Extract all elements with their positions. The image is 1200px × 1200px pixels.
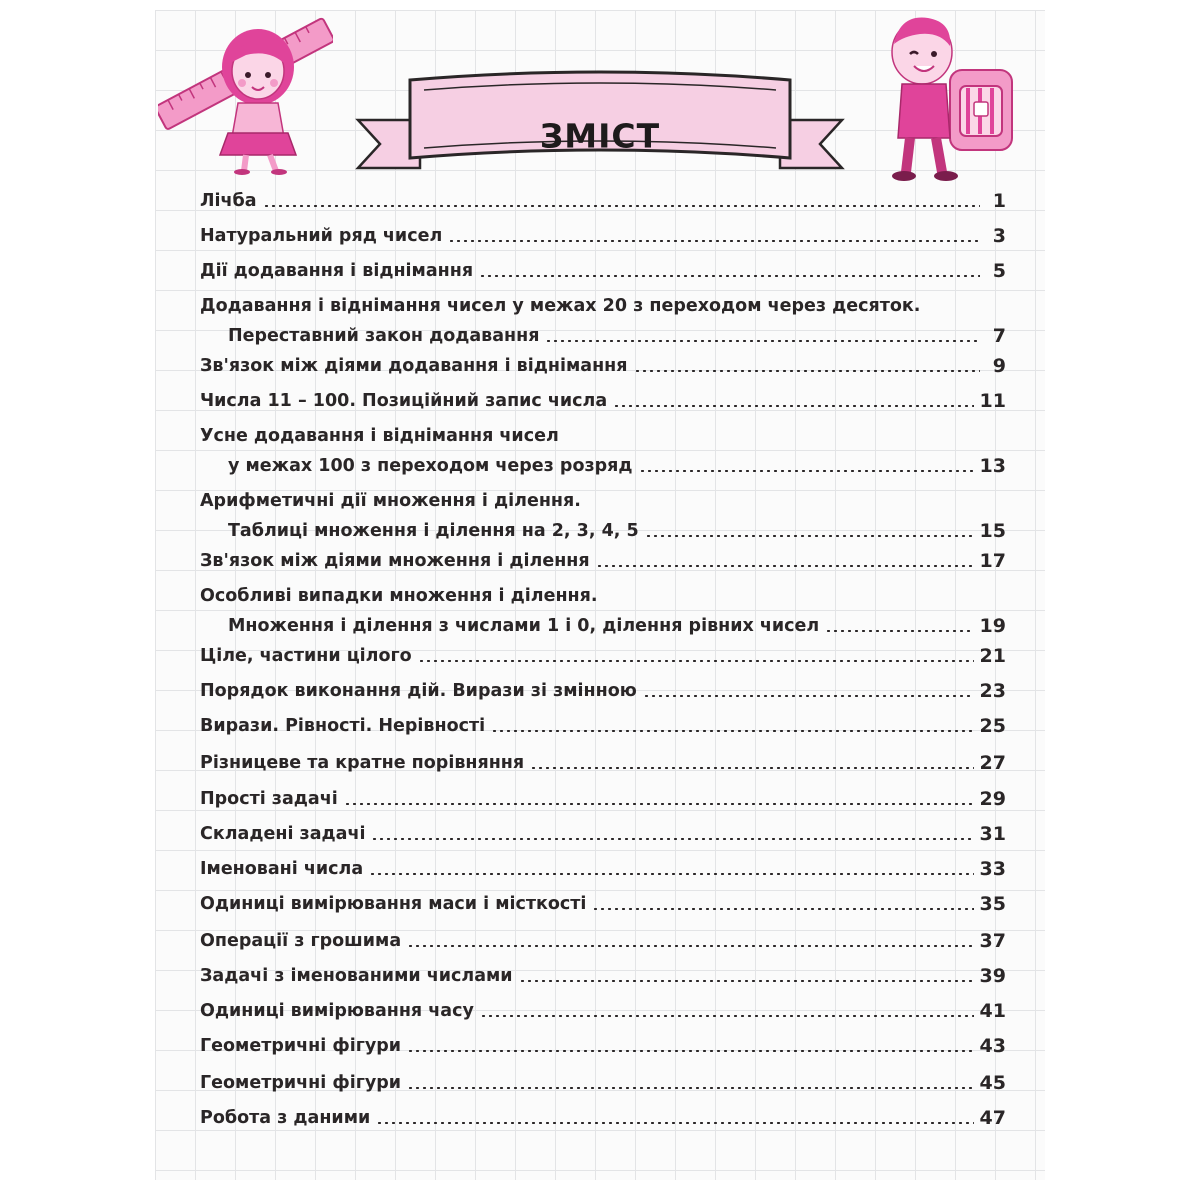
toc-entry-title: Задачі з іменованими числами <box>200 966 513 986</box>
toc-page-number: 5 <box>992 260 1006 282</box>
toc-entry-title: Різницеве та кратне порівняння <box>200 753 525 773</box>
dot-leader <box>480 1015 974 1017</box>
dot-leader <box>418 660 974 662</box>
toc-entry-line <box>200 788 1006 810</box>
dot-leader <box>344 803 974 805</box>
toc-entry-line <box>200 260 1006 282</box>
toc-entry-line <box>200 715 1006 737</box>
toc-page-number: 27 <box>979 752 1006 774</box>
toc-page-number: 17 <box>979 550 1006 572</box>
dot-leader <box>545 340 980 342</box>
toc-page-number: 1 <box>992 190 1006 212</box>
dot-leader <box>519 980 974 982</box>
toc-entry-title-line <box>200 490 1006 512</box>
toc-entry-title: Порядок виконання дій. Вирази зі змінною <box>200 681 637 701</box>
dot-leader <box>645 535 974 537</box>
dot-leader <box>407 945 973 947</box>
toc-entry-title: Зв'язок між діями множення і ділення <box>200 551 590 571</box>
toc-entry-line <box>200 823 1006 845</box>
toc-entry-subtitle-line <box>228 520 1006 542</box>
toc-entry-title: Геометричні фігури <box>200 1036 402 1056</box>
toc-entry-line <box>200 893 1006 915</box>
toc-entry-title: Лічба <box>200 191 257 211</box>
toc-entry-title: Операції з грошима <box>200 931 402 951</box>
toc-page-number: 3 <box>992 225 1006 247</box>
toc-page-number: 9 <box>992 355 1006 377</box>
toc-page-number: 25 <box>979 715 1006 737</box>
toc-entry-line <box>200 550 1006 572</box>
dot-leader <box>596 565 974 567</box>
toc-entry-title: Одиниці вимірювання маси і місткості <box>200 894 587 914</box>
toc-entry-subtitle: Переставний закон додавання <box>228 326 540 346</box>
toc-entry-title: Вирази. Рівності. Нерівності <box>200 716 486 736</box>
toc-entry-title: Геометричні фігури <box>200 1073 402 1093</box>
toc-entry-line <box>200 1072 1006 1094</box>
toc-page-number: 35 <box>979 893 1006 915</box>
toc-entry-line <box>200 1000 1006 1022</box>
toc-entry-title: Одиниці вимірювання часу <box>200 1001 474 1021</box>
toc-entry-line <box>200 355 1006 377</box>
toc-page-number: 21 <box>979 645 1006 667</box>
toc-entry-line <box>200 680 1006 702</box>
toc-entry-title: Арифметичні дії множення і ділення. <box>200 491 581 511</box>
toc-entry-subtitle: Таблиці множення і ділення на 2, 3, 4, 5 <box>228 521 639 541</box>
toc-page-number: 45 <box>979 1072 1006 1094</box>
toc-entry-title: Прості задачі <box>200 789 338 809</box>
toc-entry-line <box>200 190 1006 212</box>
toc-entry-title: Складені задачі <box>200 824 366 844</box>
toc-entry-title: Дії додавання і віднімання <box>200 261 474 281</box>
toc-page-number: 33 <box>979 858 1006 880</box>
dot-leader <box>643 695 974 697</box>
toc-entry-title: Іменовані числа <box>200 859 364 879</box>
toc-entry-title: Додавання і віднімання чисел у межах 20 з переходом через десяток. <box>200 296 921 316</box>
toc-entry-line <box>200 1035 1006 1057</box>
toc-entry-line <box>200 858 1006 880</box>
dot-leader <box>376 1122 973 1124</box>
toc-entry-line <box>200 645 1006 667</box>
toc-entry-line <box>200 1107 1006 1129</box>
toc-entry-title-line <box>200 425 1006 447</box>
toc-entry-title: Зв'язок між діями додавання і віднімання <box>200 356 628 376</box>
toc-entry-title: Ціле, частини цілого <box>200 646 412 666</box>
dot-leader <box>491 730 973 732</box>
toc-entry-title: Особливі випадки множення і ділення. <box>200 586 598 606</box>
toc-entry-line <box>200 752 1006 774</box>
toc-page-number: 41 <box>979 1000 1006 1022</box>
dot-leader <box>407 1050 974 1052</box>
dot-leader <box>407 1087 974 1089</box>
toc-page-number: 31 <box>979 823 1006 845</box>
toc-entry-title: Робота з даними <box>200 1108 371 1128</box>
toc-page-number: 39 <box>979 965 1006 987</box>
toc-page-number: 11 <box>979 390 1006 412</box>
dot-leader <box>639 470 974 472</box>
toc-entry-line <box>200 930 1006 952</box>
toc-page-number: 37 <box>979 930 1006 952</box>
toc-page-number: 23 <box>979 680 1006 702</box>
page-title: ЗМІСТ <box>539 116 661 156</box>
toc-entry-line <box>200 225 1006 247</box>
toc-entry-subtitle-line <box>228 325 1006 347</box>
dot-leader <box>263 205 980 207</box>
toc-page-number: 7 <box>992 325 1006 347</box>
dot-leader <box>448 240 980 242</box>
toc-entry-title-line <box>200 585 1006 607</box>
dot-leader <box>479 275 980 277</box>
toc-entry-title: Числа 11 – 100. Позиційний запис числа <box>200 391 608 411</box>
toc-page-number: 19 <box>979 615 1006 637</box>
dot-leader <box>371 838 973 840</box>
toc-entry-line <box>200 390 1006 412</box>
toc-entry-subtitle-line <box>228 615 1006 637</box>
toc-entry-line <box>200 965 1006 987</box>
toc-entry-subtitle: у межах 100 з переходом через розряд <box>228 456 633 476</box>
dot-leader <box>613 405 973 407</box>
dot-leader <box>530 767 973 769</box>
toc-page-number: 15 <box>979 520 1006 542</box>
toc-entry-title-line <box>200 295 1006 317</box>
dot-leader <box>825 630 973 632</box>
toc-page-number: 43 <box>979 1035 1006 1057</box>
toc-page-number: 29 <box>979 788 1006 810</box>
dot-leader <box>369 873 973 875</box>
toc-page-number: 47 <box>979 1107 1006 1129</box>
toc-entry-subtitle: Множення і ділення з числами 1 і 0, ділення рівних чисел <box>228 616 820 636</box>
dot-leader <box>634 370 980 372</box>
toc-page-number: 13 <box>979 455 1006 477</box>
toc-entry-title: Натуральний ряд чисел <box>200 226 443 246</box>
toc-entry-title: Усне додавання і віднімання чисел <box>200 426 559 446</box>
toc-entry-subtitle-line <box>228 455 1006 477</box>
dot-leader <box>592 908 973 910</box>
